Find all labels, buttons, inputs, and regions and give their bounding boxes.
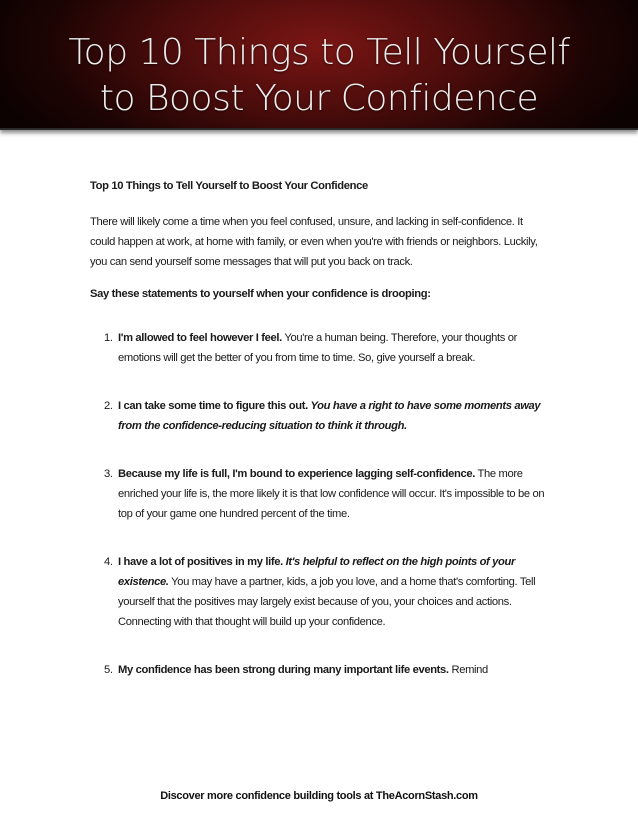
item-text: You may have a partner, kids, a job you love, and a home that's comforting. Tell yourself that the positives may largely exist because of you, your choices and actions. Connecting with that thought will build up your confidence. xyxy=(118,576,536,628)
item-heading: I'm allowed to feel however I feel. xyxy=(118,332,282,344)
footer-link-text: Discover more confidence building tools at TheAcornStash.com xyxy=(160,790,478,802)
banner-title-line-1: Top 10 Things to Tell Yourself xyxy=(68,32,570,73)
banner-title xyxy=(0,30,638,122)
statement-list xyxy=(90,328,550,680)
lead-statement: Say these statements to yourself when your confidence is drooping: xyxy=(90,288,431,300)
item-emphasis: You have a right to have some moments away from the confidence-reducing situation to think it through. xyxy=(118,400,541,432)
item-number: 3. xyxy=(104,468,113,480)
item-heading: I have a lot of positives in my life. xyxy=(118,556,283,568)
item-heading: Because my life is full, I'm bound to experience lagging self-confidence. xyxy=(118,468,475,480)
list-item xyxy=(90,552,550,632)
banner-title-line-2: to Boost Your Confidence xyxy=(99,78,539,119)
title-banner xyxy=(0,0,638,130)
intro-paragraph: There will likely come a time when you feel confused, unsure, and lacking in self-confidence. It could happen at work, at home with family, or even when you're with friends or neighbors. Luckily, you can send yourself some messages that will put you back on track. xyxy=(90,216,538,268)
item-text: Remind xyxy=(448,664,488,676)
document-body xyxy=(90,176,550,708)
list-item xyxy=(90,660,550,680)
item-number: 2. xyxy=(104,400,113,412)
item-heading: I can take some time to figure this out. xyxy=(118,400,308,412)
list-item xyxy=(90,328,550,368)
item-emphasis: It's helpful to reflect on the high points of your existence. xyxy=(118,556,516,588)
item-text: The more enriched your life is, the more likely it is that low confidence will occur. It's impossible to be on top of your game one hundred percent of the time. xyxy=(118,468,545,520)
item-heading: My confidence has been strong during many important life events. xyxy=(118,664,449,676)
item-number: 4. xyxy=(104,556,113,568)
item-number: 5. xyxy=(104,664,113,676)
document-title: Top 10 Things to Tell Yourself to Boost Your Confidence xyxy=(90,180,368,192)
item-number: 1. xyxy=(104,332,113,344)
item-text: You're a human being. Therefore, your thoughts or emotions will get the better of you from time to time. So, give yourself a break. xyxy=(118,332,517,364)
list-item xyxy=(90,396,550,436)
list-item xyxy=(90,464,550,524)
